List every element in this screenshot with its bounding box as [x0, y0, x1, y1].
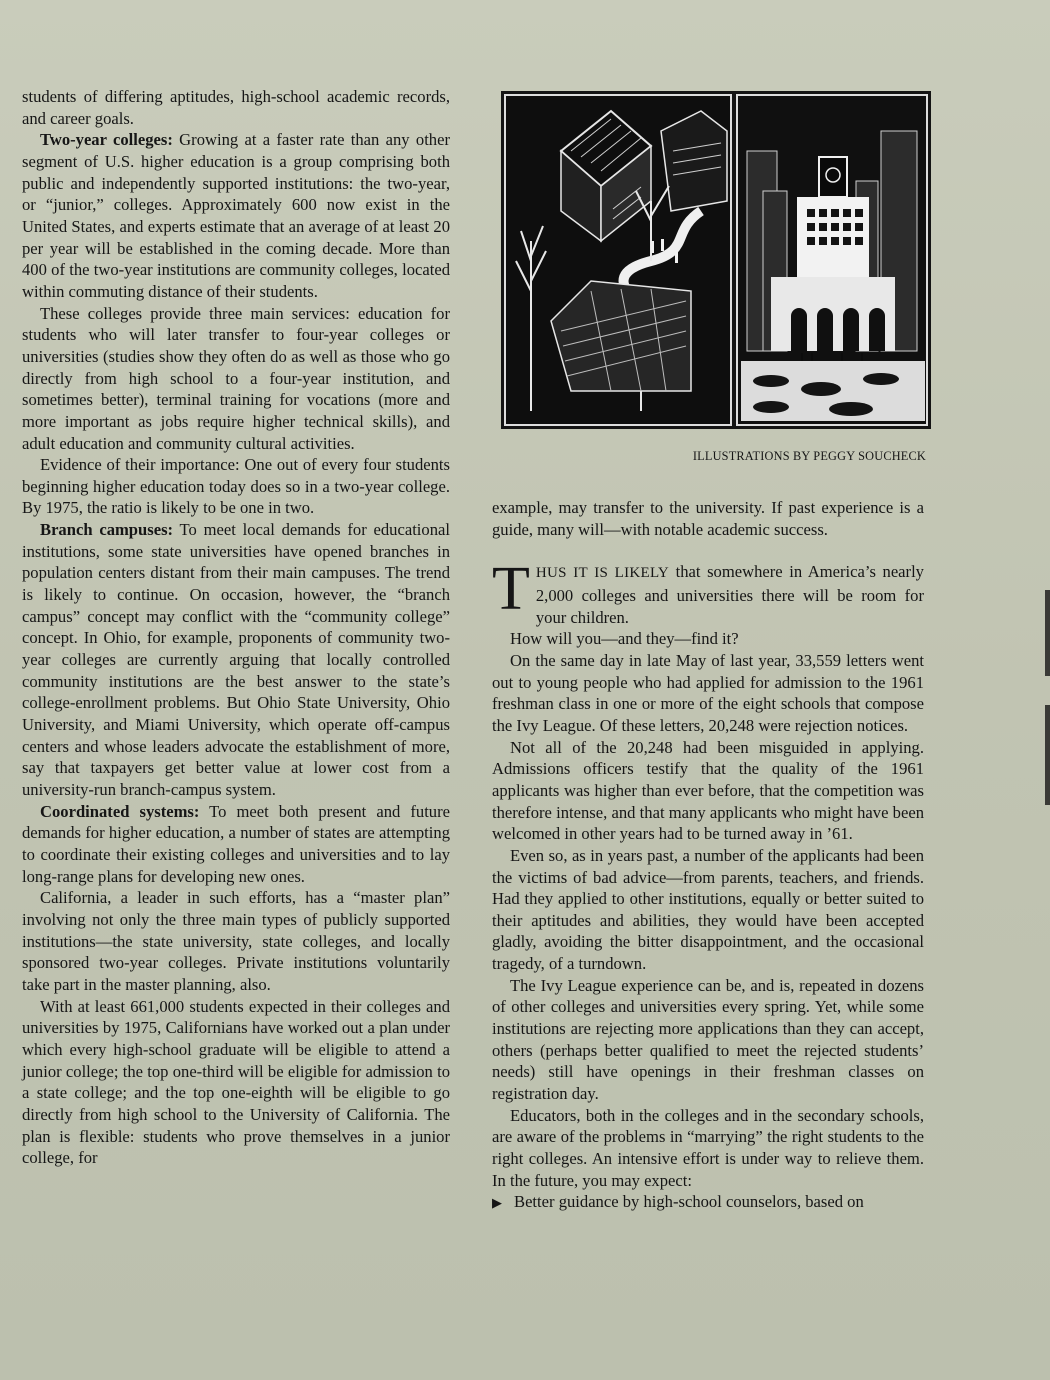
scan-edge-mark — [1045, 590, 1050, 676]
woodcut-illustration — [501, 91, 931, 429]
para-text: Evidence of their importance: One out of every four students beginning higher education today does so in a two-year college. By 1975, the ratio is likely to be one in two. — [22, 455, 450, 518]
small-caps-lead: HUS IT IS LIKELY — [535, 565, 670, 582]
right-para-5 — [492, 975, 924, 1105]
left-column — [22, 86, 450, 1169]
para-text: To meet both present and future demands for higher education, a number of states are attempting to coordinate their existing colleges and universities and to lay long-range plans for developing new ones. — [22, 801, 450, 886]
run-in-head: Two-year colleges: — [40, 130, 173, 150]
triangle-bullet-icon: ▶ — [492, 1195, 502, 1211]
para-text: The Ivy League experience can be, and is, repeated in dozens of other colleges and universities every spring. Yet, while some institutions are rejecting more applications than they can accept, others (perhaps better qualified to meet the rejected students’ needs) still have openings in their freshman classes on registration day. — [492, 975, 924, 1104]
left-para-4 — [22, 519, 450, 801]
left-para-2 — [22, 303, 450, 455]
right-para-4 — [492, 845, 924, 975]
right-para-3 — [492, 737, 924, 845]
left-para-6 — [22, 887, 450, 995]
para-text: On the same day in late May of last year, 33,559 letters went out to young people who had applied for admission to the 1961 freshman class in one or more of the eight schools that compose the Ivy League. Of these letters, 20,248 were rejection notices. — [492, 650, 924, 735]
right-para-2 — [492, 650, 924, 737]
right-para-dropcap — [492, 555, 924, 628]
para-text: Growing at a faster rate than any other segment of U.S. higher education is a group comprising both public and independently supported institutions: the two-year, or “junior,” colleges. Approximately 600 now exist in the United States, and experts estimate that an average of at least 20 per year will be established in the coming decade. More than 400 of the two-year institutions are community colleges, located within commuting distance of their students. — [22, 130, 450, 301]
right-para-6 — [492, 1105, 924, 1192]
para-text: To meet local demands for educational institutions, some state universities have opened branches in population centers distant from their main campuses. The trend is likely to continue. On occasion, however, the “branch campus” concept may conflict with the “community college” concept. In Ohio, for example, proponents of community two-year colleges are currently arguing that locally controlled community institutions are the best answer to the state’s college-enrollment problems. But Ohio State University, Ohio University, and Miami University, which operate off-campus centers and whose leaders advocate the establishment of more, say that taxpayers get better value at lower cost from a university-run branch-campus system. — [22, 520, 450, 799]
para-text: These colleges provide three main services: education for students who will later transfer to four-year colleges or universities (studies show they often do as well as those who go directly from high school to a four-year institution, and sometimes better), terminal training for vocations (more and more important as jobs require higher technical skills), and adult education and community cultural activities. — [22, 303, 450, 453]
left-panel-art — [505, 95, 731, 425]
bullet-text: Better guidance by high-school counselors, based on — [514, 1192, 864, 1212]
run-in-head: Branch campuses: — [40, 520, 174, 540]
run-in-head: Coordinated systems: — [40, 801, 200, 821]
para-text: Not all of the 20,248 had been misguided in applying. Admissions officers testify that the quality of the 1961 applicants was higher than ever before, that the competition was therefore intense, and that many applicants who might have been welcomed in other years had to be turned away in ’61. — [492, 737, 924, 844]
para-text: example, may transfer to the university. If past experience is a guide, many will—with notable academic success. — [492, 498, 924, 539]
right-column — [492, 497, 924, 1214]
para-text: students of differing aptitudes, high-school academic records, and career goals. — [22, 87, 450, 128]
para-text: California, a leader in such efforts, has a “master plan” involving not only the three main types of publicly supported institutions—the state university, state colleges, and locally sponsored two-year colleges. Private institutions voluntarily take part in the master planning, also. — [22, 888, 450, 994]
right-para-1 — [492, 628, 924, 650]
left-para-1 — [22, 129, 450, 302]
bullet-item — [492, 1191, 924, 1214]
left-para-0 — [22, 86, 450, 129]
para-text: Even so, as in years past, a number of the applicants had been the victims of bad advice—from parents, teachers, and friends. Had they applied to other institutions, equally or better suited to their aptitudes and abilities, they would have been accepted gladly, avoiding the bitter disappointment, and the occasional tragedy, of a turndown. — [492, 845, 924, 974]
left-para-7 — [22, 996, 450, 1169]
scan-edge-mark — [1045, 705, 1050, 805]
para-text: Educators, both in the colleges and in the secondary schools, are aware of the problems in “marrying” the right students to the right colleges. An intensive effort is under way to relieve them. In the future, you may expect: — [492, 1105, 924, 1190]
right-panel-art — [737, 95, 927, 425]
left-para-3 — [22, 454, 450, 519]
para-text: With at least 661,000 students expected in their colleges and universities by 1975, Californians have worked out a plan under which every high-school graduate will be eligible to attend a junior college; the top one-third will be eligible for admission to a state college; and the top one-eighth will be eligible to go directly from high school to the University of California. The plan is flexible: students who prove themselves in a junior college, for — [22, 996, 450, 1168]
drop-cap: T — [492, 555, 530, 624]
para-text: that somewhere in America’s nearly 2,000 colleges and universities there will be room for your children. — [535, 562, 924, 627]
right-para-cont — [492, 497, 924, 540]
para-text: How will you—and they—find it? — [510, 629, 739, 649]
illustration-credit: ILLUSTRATIONS BY PEGGY SOUCHECK — [692, 449, 926, 463]
left-para-5 — [22, 801, 450, 888]
